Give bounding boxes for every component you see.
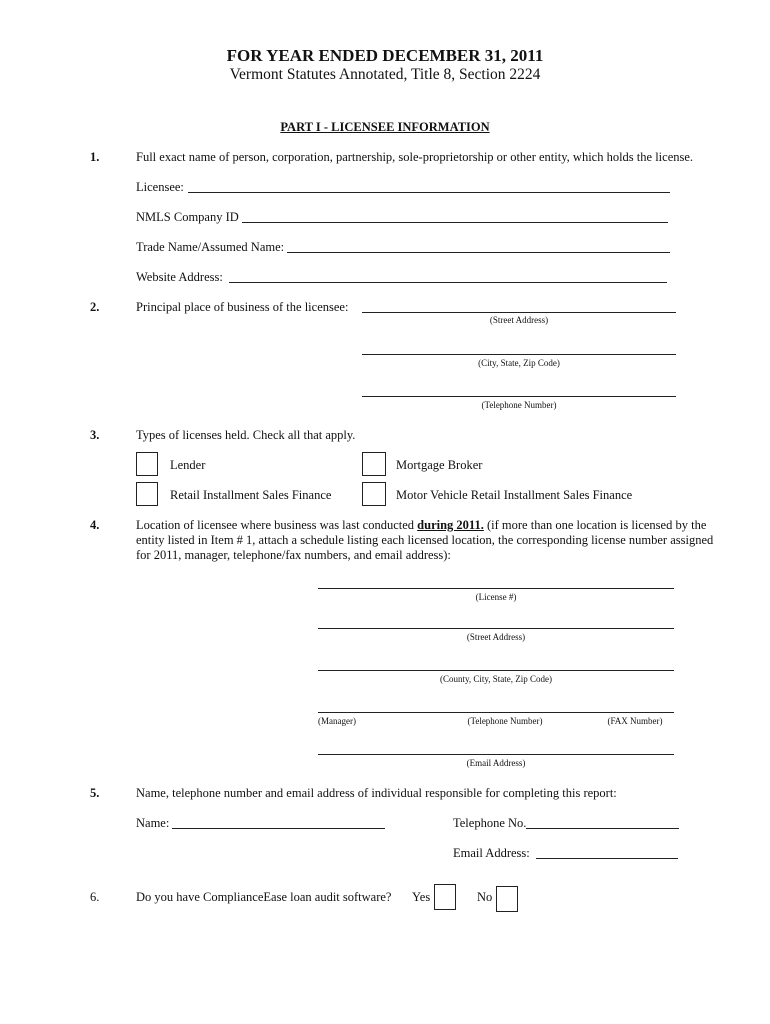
item-4-emphasis: during 2011. (417, 518, 484, 532)
principal-street-field[interactable] (362, 312, 676, 313)
item-4-line-2: entity listed in Item # 1, attach a schedule listing each licensed location, the corresponding license number assigned (136, 533, 714, 547)
trade-name-label: Trade Name/Assumed Name: (136, 240, 285, 254)
item-3-number: 3. (90, 428, 100, 442)
part-heading: PART I - LICENSEE INFORMATION (280, 120, 490, 134)
yes-label: Yes (412, 890, 431, 904)
website-label: Website Address: (136, 270, 223, 284)
item-5-text: Name, telephone number and email address of individual responsible for completing this report: (136, 786, 617, 800)
licensee-field[interactable] (188, 192, 670, 193)
location-email-caption: (Email Address) (466, 758, 526, 768)
location-email-field[interactable] (318, 754, 674, 755)
principal-street-caption: (Street Address) (489, 315, 549, 325)
no-label: No (477, 890, 493, 904)
item-4-text-a: Location of licensee where business was last conducted (136, 518, 415, 532)
item-4-line-3: for 2011, manager, telephone/fax numbers, and email address): (136, 548, 451, 562)
lender-checkbox[interactable] (136, 452, 158, 476)
item-1-text: Full exact name of person, corporation, partnership, sole-proprietorship or other entity, which holds the license. (136, 150, 694, 164)
item-2-text: Principal place of business of the licensee: (136, 300, 349, 314)
retail-installment-label: Retail Installment Sales Finance (170, 488, 332, 502)
mortgage-broker-checkbox[interactable] (362, 452, 386, 476)
email-field[interactable] (536, 858, 678, 859)
trade-name-field[interactable] (287, 252, 670, 253)
retail-installment-checkbox[interactable] (136, 482, 158, 506)
location-county-caption: (County, City, State, Zip Code) (439, 674, 553, 684)
item-4-line-1 (136, 518, 706, 533)
principal-phone-field[interactable] (362, 396, 676, 397)
item-6-text: Do you have ComplianceEase loan audit software? (136, 890, 392, 904)
telephone-field[interactable] (526, 828, 679, 829)
license-number-caption: (License #) (475, 592, 517, 602)
item-3-text: Types of licenses held. Check all that apply. (136, 428, 356, 442)
nmls-field[interactable] (242, 222, 668, 223)
item-5-number: 5. (90, 786, 100, 800)
mortgage-broker-label: Mortgage Broker (396, 458, 483, 472)
email-label: Email Address: (453, 846, 530, 860)
form-subtitle: Vermont Statutes Annotated, Title 8, Section 2224 (229, 66, 541, 83)
motor-vehicle-checkbox[interactable] (362, 482, 386, 506)
fax-caption: (FAX Number) (607, 716, 663, 726)
item-6-number: 6. (90, 890, 100, 904)
license-number-field[interactable] (318, 588, 674, 589)
nmls-label: NMLS Company ID (136, 210, 239, 224)
name-field[interactable] (172, 828, 385, 829)
yes-checkbox[interactable] (434, 884, 456, 910)
telephone-label: Telephone No. (453, 816, 527, 830)
location-phone-caption: (Telephone Number) (467, 716, 543, 726)
name-label: Name: (136, 816, 170, 830)
lender-label: Lender (170, 458, 206, 472)
principal-phone-caption: (Telephone Number) (481, 400, 557, 410)
item-4-text-b: (if more than one location is licensed by the (483, 518, 707, 532)
manager-caption: (Manager) (318, 716, 356, 726)
licensee-label: Licensee: (136, 180, 184, 194)
motor-vehicle-label: Motor Vehicle Retail Installment Sales Finance (396, 488, 633, 502)
item-2-number: 2. (90, 300, 100, 314)
item-4-number: 4. (90, 518, 100, 532)
website-field[interactable] (229, 282, 667, 283)
principal-city-field[interactable] (362, 354, 676, 355)
form-title: FOR YEAR ENDED DECEMBER 31, 2011 (226, 46, 544, 65)
principal-city-caption: (City, State, Zip Code) (478, 358, 560, 368)
location-street-caption: (Street Address) (466, 632, 526, 642)
item-1-number: 1. (90, 150, 100, 164)
manager-phone-fax-field[interactable] (318, 712, 674, 713)
location-county-field[interactable] (318, 670, 674, 671)
no-checkbox[interactable] (496, 886, 518, 912)
location-street-field[interactable] (318, 628, 674, 629)
